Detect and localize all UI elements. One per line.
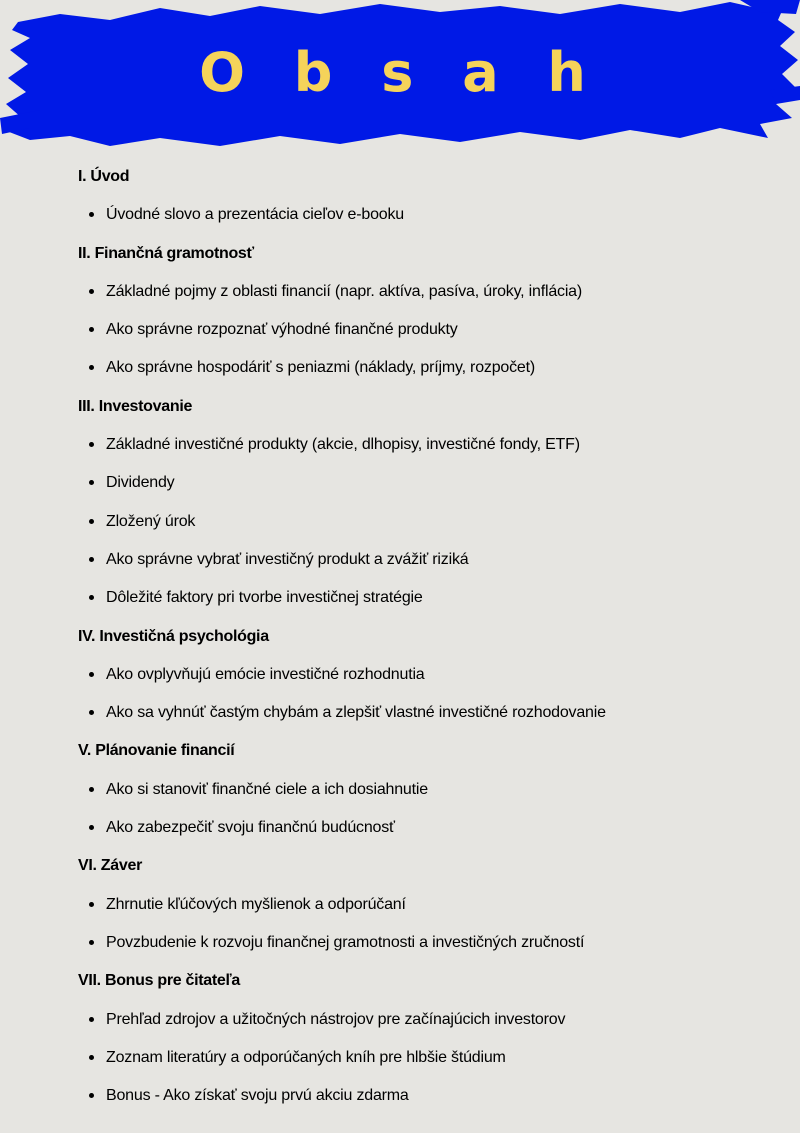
page-title: O b s a h (199, 41, 601, 104)
list-item (78, 319, 778, 357)
section-item-list (78, 779, 778, 856)
section-heading: VI. Záver (78, 857, 143, 875)
list-item-text: Ako správne vybrať investičný produkt a zvážiť riziká (106, 550, 469, 568)
list-item (78, 472, 778, 510)
list-item-text: Zoznam literatúry a odporúčaných kníh pre hlbšie štúdium (106, 1048, 506, 1066)
list-item-text: Úvodné slovo a prezentácia cieľov e-booku (106, 206, 404, 224)
section-item-list (78, 434, 778, 625)
table-of-contents (78, 166, 778, 1123)
list-item (78, 894, 778, 932)
toc-section (78, 166, 778, 243)
list-item (78, 932, 778, 970)
section-heading: I. Úvod (78, 168, 130, 185)
list-item-text: Povzbudenie k rozvoju finančnej gramotnosti a investičných zručností (106, 933, 585, 951)
bullet-icon (89, 825, 94, 830)
list-item-text: Prehľad zdrojov a užitočných nástrojov pre začínajúcich investorov (106, 1010, 566, 1028)
list-item-text: Základné investičné produkty (akcie, dlhopisy, investičné fondy, ETF) (106, 436, 580, 454)
bullet-icon (89, 480, 94, 485)
bullet-icon (89, 1093, 94, 1098)
list-item-text: Ako sa vyhnúť častým chybám a zlepšiť vlastné investičné rozhodovanie (106, 704, 606, 722)
list-item-text: Ako správne rozpoznať výhodné finančné produkty (106, 321, 458, 339)
list-item (78, 511, 778, 549)
bullet-icon (89, 672, 94, 677)
bullet-icon (89, 365, 94, 370)
section-item-list (78, 664, 778, 741)
list-item (78, 664, 778, 702)
list-item (78, 1085, 778, 1123)
list-item-text: Dividendy (106, 474, 175, 492)
bullet-icon (89, 557, 94, 562)
bullet-icon (89, 519, 94, 524)
bullet-icon (89, 710, 94, 715)
list-item (78, 204, 778, 242)
list-item-text: Zhrnutie kľúčových myšlienok a odporúčaní (106, 895, 406, 913)
list-item (78, 702, 778, 740)
list-item (78, 587, 778, 625)
section-item-list (78, 204, 778, 242)
section-heading: V. Plánovanie financií (78, 742, 235, 760)
bullet-icon (89, 787, 94, 792)
toc-section (78, 740, 778, 855)
list-item (78, 357, 778, 395)
list-item (78, 434, 778, 472)
section-item-list (78, 894, 778, 971)
list-item-text: Zložený úrok (106, 512, 196, 530)
toc-section (78, 855, 778, 970)
bullet-icon (89, 1017, 94, 1022)
toc-section (78, 970, 778, 1123)
bullet-icon (89, 902, 94, 907)
list-item (78, 281, 778, 319)
title-banner (0, 0, 800, 150)
section-item-list (78, 281, 778, 396)
bullet-icon (89, 327, 94, 332)
section-heading: IV. Investičná psychológia (78, 627, 269, 645)
bullet-icon (89, 940, 94, 945)
list-item-text: Ako ovplyvňujú emócie investičné rozhodnutia (106, 665, 425, 683)
list-item (78, 779, 778, 817)
bullet-icon (89, 595, 94, 600)
bullet-icon (89, 289, 94, 294)
bullet-icon (89, 212, 94, 217)
list-item-text: Ako zabezpečiť svoju finančnú budúcnosť (106, 819, 395, 837)
section-item-list (78, 1009, 778, 1124)
list-item (78, 1047, 778, 1085)
toc-section (78, 396, 778, 626)
list-item-text: Ako si stanoviť finančné ciele a ich dosiahnutie (106, 780, 428, 798)
section-heading: VII. Bonus pre čitateľa (78, 972, 240, 990)
list-item (78, 549, 778, 587)
section-heading: II. Finančná gramotnosť (78, 244, 254, 262)
list-item (78, 817, 778, 855)
toc-section (78, 626, 778, 741)
bullet-icon (89, 442, 94, 447)
list-item (78, 1009, 778, 1047)
section-heading: III. Investovanie (78, 397, 193, 415)
toc-section (78, 243, 778, 396)
bullet-icon (89, 1055, 94, 1060)
list-item-text: Ako správne hospodáriť s peniazmi (náklady, príjmy, rozpočet) (106, 359, 535, 377)
list-item-text: Základné pojmy z oblasti financií (napr. aktíva, pasíva, úroky, inflácia) (106, 282, 583, 300)
list-item-text: Bonus - Ako získať svoju prvú akciu zdarma (106, 1087, 409, 1105)
list-item-text: Dôležité faktory pri tvorbe investičnej stratégie (106, 589, 423, 607)
